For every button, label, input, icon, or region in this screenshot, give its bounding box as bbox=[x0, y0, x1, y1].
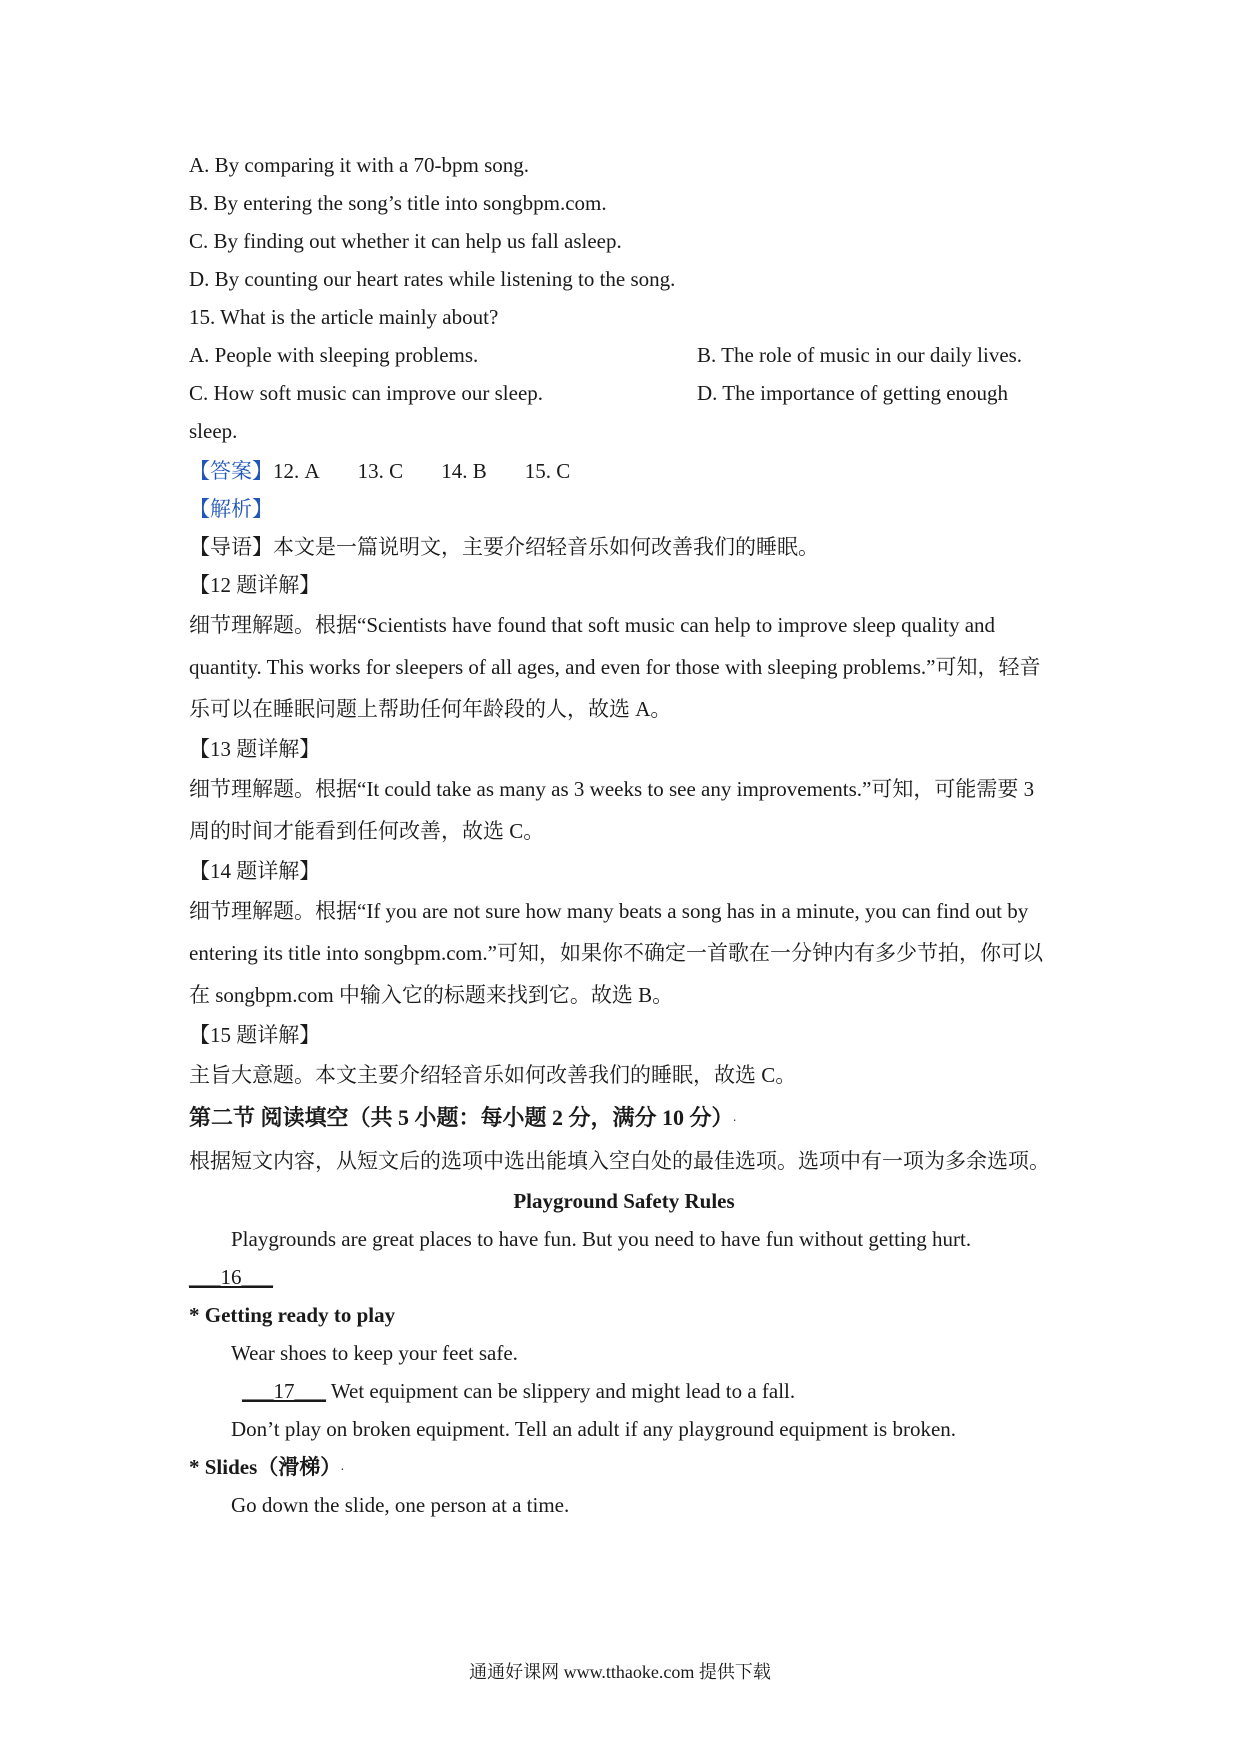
explanation-12-text: 细节理解题。根据“Scientists have found that soft music can help to improve sleep quality and quantity. This works for sleepers of all ages, and even for those with sleeping problems.”可知，轻音乐可以在睡眠问题上帮助任何年龄段的人，故选 A。 bbox=[189, 613, 1041, 721]
passage-slide-rule: Go down the slide, one person at a time. bbox=[231, 1493, 570, 1517]
explanation-15-heading: 【15 题详解】 bbox=[189, 1023, 321, 1047]
passage-shoes: Wear shoes to keep your feet safe. bbox=[231, 1341, 518, 1365]
explanation-15-text: 主旨大意题。本文主要介绍轻音乐如何改善我们的睡眠，故选 C。 bbox=[189, 1063, 797, 1087]
blank-16 bbox=[189, 1258, 1059, 1296]
section-2-title bbox=[189, 1096, 1059, 1140]
explanation-12-heading: 【12 题详解】 bbox=[189, 573, 321, 597]
heading-slides-text: * Slides（滑梯） bbox=[189, 1455, 342, 1479]
q15-option-b: B. The role of music in our daily lives. bbox=[697, 343, 1023, 367]
answer-12: 12. A bbox=[273, 459, 320, 483]
q15-options-row-1 bbox=[189, 336, 1059, 374]
q15-options-row-2 bbox=[189, 374, 1059, 412]
intro-text: 【导语】本文是一篇说明文，主要介绍轻音乐如何改善我们的睡眠。 bbox=[189, 535, 819, 559]
q14-option-c: C. By finding out whether it can help us fall asleep. bbox=[189, 229, 622, 253]
section-2-title-text: 第二节 阅读填空（共 5 小题：每小题 2 分，满分 10 分） bbox=[189, 1105, 734, 1130]
q15-question: 15. What is the article mainly about? bbox=[189, 305, 499, 329]
passage-broken-equipment: Don’t play on broken equipment. Tell an adult if any playground equipment is broken. bbox=[231, 1417, 957, 1441]
answer-label: 【答案】 bbox=[189, 459, 273, 483]
blank-17-text: ___17___ bbox=[242, 1379, 326, 1403]
blank-17-line bbox=[189, 1372, 1059, 1410]
blank-16-text: ___16___ bbox=[189, 1265, 273, 1289]
section-2-instructions: 根据短文内容，从短文后的选项中选出能填入空白处的最佳选项。选项中有一项为多余选项。 bbox=[189, 1149, 1050, 1173]
q15-option-d: D. The importance of getting enough bbox=[697, 381, 1009, 405]
q14-option-a: A. By comparing it with a 70-bpm song. bbox=[189, 153, 530, 177]
analysis-label: 【解析】 bbox=[189, 497, 273, 521]
explanation-14-heading: 【14 题详解】 bbox=[189, 859, 321, 883]
q15-option-c: C. How soft music can improve our sleep. bbox=[189, 381, 544, 405]
answer-14: 14. B bbox=[441, 459, 487, 483]
heading-getting-ready: * Getting ready to play bbox=[189, 1303, 396, 1327]
q14-option-d: D. By counting our heart rates while listening to the song. bbox=[189, 267, 676, 291]
passage-intro: Playgrounds are great places to have fun. But you need to have fun without getting hurt. bbox=[231, 1227, 972, 1251]
q15-option-d-continued: sleep. bbox=[189, 419, 238, 443]
q15-option-a: A. People with sleeping problems. bbox=[189, 343, 479, 367]
answer-15: 15. C bbox=[524, 459, 571, 483]
document-page bbox=[189, 146, 1059, 1524]
q14-option-b: B. By entering the song’s title into songbpm.com. bbox=[189, 191, 607, 215]
passage-title: Playground Safety Rules bbox=[513, 1189, 735, 1213]
answer-13: 13. C bbox=[357, 459, 404, 483]
passage-wet-equipment: Wet equipment can be slippery and might lead to a fall. bbox=[330, 1379, 796, 1403]
answer-line bbox=[189, 452, 1059, 490]
heading-slides-mark: . bbox=[341, 1462, 344, 1472]
explanation-14-text: 细节理解题。根据“If you are not sure how many beats a song has in a minute, you can find out by entering its title into songbpm.com.”可知，如果你不确定一首歌在一分钟内有多少节拍，你可以在 songbpm.com 中输入它的标题来找到它。故选 B。 bbox=[189, 899, 1043, 1007]
page-footer: 通通好课网 www.tthaoke.com 提供下载 bbox=[469, 1662, 771, 1682]
explanation-13-heading: 【13 题详解】 bbox=[189, 737, 321, 761]
explanation-13-text: 细节理解题。根据“It could take as many as 3 weeks to see any improvements.”可知，可能需要 3 周的时间才能看到任何改善，故选 C。 bbox=[189, 777, 1035, 843]
section-2-title-mark: . bbox=[733, 1113, 736, 1123]
heading-slides bbox=[189, 1448, 1059, 1486]
